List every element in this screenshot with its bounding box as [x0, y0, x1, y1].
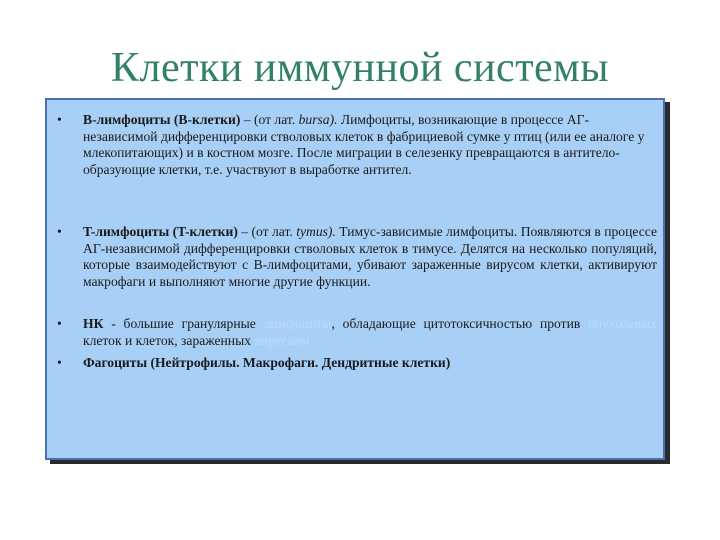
list-item-text [83, 316, 657, 349]
page-title: Клетки иммунной системы [111, 45, 609, 91]
description-t-lymphocytes: Тимус-зависимые лимфоциты. Появляются в процессе АГ-независимой дифференцировки стволовых клеток в тимусе. Делятся на несколько популяций, которые взаимодействуют с B-лимфоцитами, убивают зараженные вирусом клетки, активируют макрофаги и выполняют многие другие функции. [83, 224, 657, 289]
text-fragment: , обладающие цитотоксичностью против [331, 316, 589, 331]
content-box [45, 98, 665, 460]
bullet-icon: • [57, 112, 62, 127]
term-b-lymphocytes: B-лимфоциты (B-клетки) [83, 112, 241, 127]
list-item-text [83, 355, 657, 372]
term-t-lymphocytes: T-лимфоциты (T-клетки) [83, 224, 238, 239]
list-item-text [83, 112, 657, 178]
description-b-lymphocytes: Лимфоциты, возникающие в процессе АГ-независимой дифференцировки стволовых клеток в фабрициевой сумке у птиц (или ее аналоге у млекопитающих) и в костном мозге. После миграции в селезенку превращаются в антитело-образующие клетки, т.е. участвуют в выработке антител. [83, 112, 645, 177]
latin-term: tymus). [296, 224, 336, 239]
faded-link-text: лимфоциты [263, 316, 332, 331]
text-fragment: - большие гранулярные [103, 316, 264, 331]
faded-link-text: вирусами [254, 332, 310, 348]
bullet-icon: • [57, 355, 62, 370]
term-phagocytes: Фагоциты (Нейтрофилы. Макрофаги. Дендритные клетки) [83, 355, 451, 370]
list-item-text [83, 224, 657, 290]
faded-link-text: опухолевых [588, 316, 657, 331]
text-fragment: – (от лат. [240, 112, 299, 127]
latin-term: bursa). [298, 112, 338, 127]
bullet-icon: • [57, 316, 62, 331]
text-fragment: клеток и клеток, зараженных [83, 332, 255, 348]
text-fragment: – (от лат. [237, 224, 297, 239]
term-nk: НК [83, 316, 104, 331]
bullet-icon: • [57, 224, 62, 239]
